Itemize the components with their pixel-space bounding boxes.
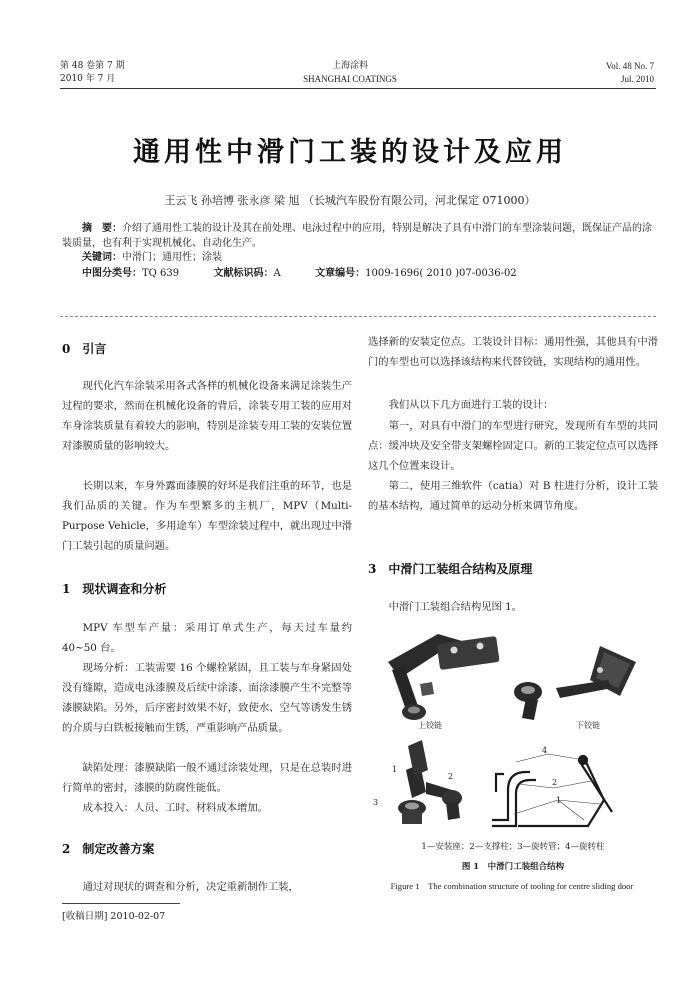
- section-0-heading: 0 引言: [62, 342, 107, 356]
- figure-caption-cn: 图 1 中滑门工装组合结构: [461, 862, 565, 872]
- section-3-heading: 3 中滑门工装组合结构及原理: [368, 562, 533, 576]
- upper-hinge-label: 上铰链: [418, 721, 442, 730]
- part-number-3-left: 3: [373, 798, 379, 807]
- right-paragraph-4: 第二，使用三维软件（catia）对 B 柱进行分析，设计工装的基本结构，通过简单的运动分析来调节角度。: [368, 480, 658, 512]
- assembly-right-drawing: [492, 756, 612, 826]
- keywords: 中滑门；通用性；涂装: [122, 252, 222, 264]
- clc-label: 中图分类号：: [82, 267, 142, 279]
- figure-caption-en: Figure 1 The combination structure of tooling for centre sliding door: [390, 881, 634, 891]
- section-1-heading: 1 现状调查和分析: [62, 582, 167, 596]
- left-paragraph-3: MPV 车型车产量：采用订单式生产，每天过车量约 40~50 台。: [62, 622, 352, 654]
- received-date: [收稿日期] 2010-02-07: [62, 911, 166, 922]
- clc-number: TQ 639: [142, 267, 180, 279]
- figure-1-drawing: [368, 622, 658, 832]
- doc-code: A: [273, 267, 281, 279]
- figure-legend: 1—安装座；2—支撑柱；3—旋转管；4—旋转柱: [421, 842, 605, 852]
- left-paragraph-6: 成本投入：人员、工时、材料成本增加。: [82, 802, 268, 814]
- part-number-1-right: 1: [556, 796, 562, 805]
- article-number: 1009-1696( 2010 )07-0036-02: [365, 267, 517, 279]
- assembly-left-drawing: [398, 740, 462, 824]
- abstract-text: 介绍了通用性工装的设计及其在前处理、电泳过程中的应用，特别是解决了具有中滑门的车型涂装问题，既保证产品的涂装质量，也有利于实现机械化、自动化生产。: [62, 223, 652, 249]
- right-paragraph-3: 第一，对具有中滑门的车型进行研究，发现所有车型的共同点：缓冲块及安全带支架螺栓固定口。新的工装定位点可以选择这几个位置来设计。: [368, 420, 658, 472]
- left-paragraph-2: 长期以来，车身外露面漆膜的好坏是我们注重的环节，也是我们品质的关键。作为车型繁多的主机厂，MPV（Multi-Purpose Vehicle，多用途车）车型涂装过程中，就出现过中滑门工装引起的质量问题。: [62, 480, 352, 552]
- journal-name-cn: 上海涂料: [331, 61, 368, 71]
- footnote-rule: [62, 903, 180, 904]
- upper-hinge-photo: [388, 634, 500, 720]
- left-paragraph-7: 通过对现状的调查和分析，决定重新制作工装，: [82, 881, 299, 893]
- journal-date: 2010 年 7 月: [60, 74, 116, 84]
- right-paragraph-2: 我们从以下几方面进行工装的设计：: [388, 399, 554, 411]
- part-number-1-left: 1: [392, 765, 398, 774]
- article-authors: 王云飞 孙培博 张永彦 梁 旭 （长城汽车股份有限公司，河北保定 071000）: [164, 194, 536, 207]
- abstract-block: [62, 222, 656, 281]
- lower-hinge-label: 下铰链: [576, 721, 600, 730]
- keywords-label: 关键词：: [82, 252, 122, 264]
- section-2-heading: 2 制定改善方案: [62, 842, 155, 856]
- part-number-2-left: 2: [448, 772, 454, 781]
- right-paragraph-5: 中滑门工装组合结构见图 1。: [388, 601, 522, 613]
- left-paragraph-1: 现代化汽车涂装采用各式各样的机械化设备来满足涂装生产过程的要求，然而在机械化设备的背后，涂装专用工装的应用对车身涂装质量有着较大的影响，特别是涂装专用工装的安装位置对漆膜质量的影响较大。: [62, 380, 352, 452]
- journal-volume: 第 48 卷第 7 期: [60, 61, 125, 71]
- abstract-label: 摘 要：: [82, 223, 122, 234]
- part-number-2-right: 2: [552, 778, 558, 787]
- abstract-rule: [60, 316, 656, 317]
- article-title: 通用性中滑门工装的设计及应用: [133, 137, 567, 168]
- header-rule: [60, 88, 656, 89]
- left-paragraph-4: 现场分析：工装需要 16 个螺栓紧固，且工装与车身紧固处没有缝隙，造成电泳漆膜及后续中涂漆、面涂漆膜产生不完整等漆膜缺陷。另外，后序密封效果不好，致使水、空气等诱发生锈的介质与白铁板接触而生锈，严重影响产品质量。: [62, 662, 352, 734]
- right-paragraph-1: 选择新的安装定位点。工装设计目标：通用性强，其他具有中滑门的车型也可以选择该结构来代替铰链，实现结构的通用性。: [368, 336, 658, 368]
- part-number-4: 4: [542, 746, 548, 755]
- left-paragraph-5: 缺陷处理：漆膜缺陷一般不通过涂装处理，只是在总装时进行简单的密封，漆膜的防腐性能低。: [62, 762, 352, 794]
- doc-code-label: 文献标识码：: [213, 267, 274, 279]
- journal-date-en: Jul. 2010: [620, 74, 654, 84]
- journal-vol-en: Vol. 48 No. 7: [605, 61, 654, 71]
- lower-hinge-photo: [514, 646, 636, 720]
- article-number-label: 文章编号：: [315, 267, 366, 279]
- journal-name-en: SHANGHAI COATINGS: [303, 74, 397, 84]
